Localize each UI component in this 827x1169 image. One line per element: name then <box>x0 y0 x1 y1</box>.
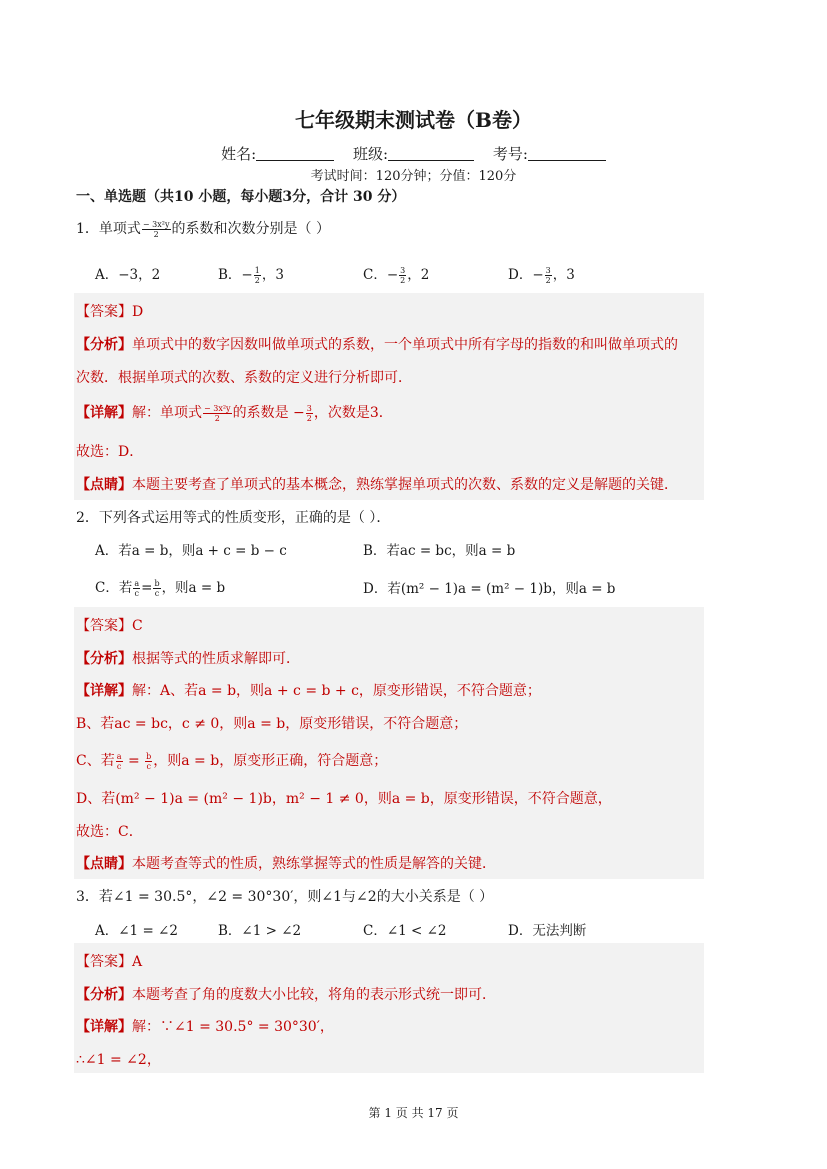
q1-opt-b-den: 2 <box>254 276 260 285</box>
q2-opt-c-num-2: b <box>154 579 160 588</box>
q1-comment <box>76 474 678 494</box>
q3-option-b: B．∠1 > ∠2 <box>218 923 302 939</box>
q3-detail-line-1 <box>76 1016 334 1036</box>
q1-opt-b-frac <box>254 266 261 285</box>
q2-detail-line-3 <box>76 750 387 771</box>
q2-opt-c-pre: C．若 <box>95 580 133 596</box>
q2-detail-3-eq: = <box>123 753 145 769</box>
q2-comment-text: 本题考查等式的性质，熟练掌握等式的性质是解答的关键． <box>132 856 496 872</box>
q2-detail-3-num-1: a <box>116 751 122 761</box>
q3-analysis-label: 【分析】 <box>76 987 132 1003</box>
q1-detail-pre: 解：单项式 <box>132 405 202 421</box>
q3-analysis <box>76 984 496 1004</box>
q1-option-c <box>363 263 429 285</box>
q1-detail <box>76 402 393 423</box>
q2-opt-c-post: ，则a = b <box>161 580 226 596</box>
q1-opt-d-num: 3 <box>545 266 551 275</box>
q1-option-a: A．−3，2 <box>95 267 161 283</box>
q2-option-d: D．若(m² − 1)a = (m² − 1)b，则a = b <box>363 581 616 597</box>
exam-no-label: 考号: <box>492 145 528 163</box>
question-2-stem: 2．下列各式运用等式的性质变形，正确的是（ ）． <box>76 510 391 526</box>
q1-detail-frac <box>203 404 232 423</box>
q1-opt-d-frac <box>545 266 552 285</box>
q2-analysis-text: 根据等式的性质求解即可． <box>132 651 300 667</box>
q2-answer: 【答案】C <box>76 618 143 634</box>
q1-detail-den-2: 2 <box>306 413 312 423</box>
q2-detail-line-1 <box>76 680 541 700</box>
q1-opt-c-post: ，2 <box>407 267 430 283</box>
q2-detail-line-2: B、若ac = bc，c ≠ 0，则a = b，原变形错误，不符合题意； <box>76 716 468 732</box>
q3-option-a: A．∠1 = ∠2 <box>95 923 178 939</box>
q2-choose: 故选：C． <box>76 824 143 840</box>
q3-detail-text-1: 解：∵∠1 = 30.5° = 30°30′， <box>132 1019 334 1035</box>
q1-detail-label: 【详解】 <box>76 405 132 421</box>
q1-opt-b-num: 1 <box>254 266 260 275</box>
q2-opt-c-frac-1 <box>133 579 140 598</box>
q1-opt-c-frac <box>399 266 406 285</box>
q1-opt-c-num: 3 <box>400 266 406 275</box>
q1-frac-num: − 3x²y <box>142 219 170 229</box>
q2-detail-3-den-1: c <box>116 761 122 771</box>
q2-opt-c-eq: = <box>141 580 153 596</box>
q3-option-d: D．无法判断 <box>508 923 587 939</box>
q1-opt-c-pre: C．− <box>363 267 399 283</box>
q2-detail-3-frac-2 <box>145 752 152 771</box>
q2-comment-label: 【点睛】 <box>76 856 132 872</box>
q3-option-c: C．∠1 < ∠2 <box>363 923 447 939</box>
q1-suffix: 的系数和次数分别是（ ） <box>171 221 330 237</box>
q2-detail-text-1: 解：A、若a = b，则a + c = b + c，原变形错误，不符合题意； <box>132 683 541 699</box>
q1-choose: 故选：D． <box>76 444 144 460</box>
q1-opt-b-post: ，3 <box>261 267 284 283</box>
q2-option-a: A．若a = b，则a + c = b − c <box>95 543 287 559</box>
q1-detail-frac-2 <box>306 404 313 423</box>
q2-option-b: B．若ac = bc，则a = b <box>363 543 516 559</box>
q2-opt-c-num-1: a <box>134 579 140 588</box>
question-1-stem <box>76 218 330 239</box>
q1-comment-text: 本题主要考查了单项式的基本概念，熟练掌握单项式的次数、系数的定义是解题的关键． <box>132 477 678 493</box>
q3-detail-label: 【详解】 <box>76 1019 132 1035</box>
q2-opt-c-frac-2 <box>153 579 160 598</box>
q1-option-b <box>218 263 284 285</box>
section-heading: 一、单选题（共10 小题，每小题3分，合计 30 分） <box>76 189 406 205</box>
q2-opt-c-den-1: c <box>134 589 139 598</box>
q3-answer: 【答案】A <box>76 954 143 970</box>
q2-opt-c-den-2: c <box>154 589 160 598</box>
q1-analysis-label: 【分析】 <box>76 337 132 353</box>
q2-analysis <box>76 648 300 668</box>
name-label: 姓名: <box>221 145 257 163</box>
q1-opt-c-den: 2 <box>400 276 406 285</box>
q2-detail-3-num-2: b <box>146 751 152 761</box>
q1-opt-d-den: 2 <box>545 276 551 285</box>
q1-frac-den: 2 <box>153 229 159 239</box>
q3-solution-panel <box>74 943 704 1073</box>
name-blank[interactable] <box>256 146 334 161</box>
q1-answer: 【答案】D <box>76 304 144 320</box>
q1-analysis-text-1: 单项式中的数字因数叫做单项式的系数，一个单项式中所有字母的指数的和叫做单项式的 <box>132 337 678 353</box>
q2-detail-label: 【详解】 <box>76 683 132 699</box>
exam-title: 七年级期末测试卷（B卷） <box>295 108 532 132</box>
question-3-stem: 3．若∠1 = 30.5°，∠2 = 30°30′，则∠1与∠2的大小关系是（ ） <box>76 889 494 905</box>
class-label: 班级: <box>352 145 389 163</box>
q2-detail-3-den-2: c <box>146 761 151 771</box>
q1-solution-panel <box>74 293 704 500</box>
student-info-line <box>0 143 827 164</box>
q2-detail-3-post: ，则a = b，原变形正确，符合题意； <box>153 753 388 769</box>
class-blank[interactable] <box>388 146 474 161</box>
q1-analysis-line-1 <box>76 334 678 354</box>
q1-detail-num: − 3x²y <box>204 403 231 413</box>
q1-analysis-line-2: 次数．根据单项式的次数、系数的定义进行分析即可． <box>76 370 412 386</box>
exam-no-blank[interactable] <box>528 146 606 161</box>
q2-option-c <box>95 576 225 598</box>
q3-detail-line-2: ∴∠1 = ∠2， <box>76 1052 161 1068</box>
q2-detail-3-pre: C、若 <box>76 753 115 769</box>
q1-opt-d-pre: D．− <box>508 267 544 283</box>
q2-detail-line-4: D、若(m² − 1)a = (m² − 1)b，m² − 1 ≠ 0，则a = b，原变形错误，不符合题意， <box>76 791 612 807</box>
page-number: 第 1 页 共 17 页 <box>368 1106 459 1120</box>
q1-comment-label: 【点睛】 <box>76 477 132 493</box>
q1-detail-post: ，次数是3． <box>313 405 393 421</box>
q1-prefix: 1．单项式 <box>76 221 141 237</box>
q2-comment <box>76 853 496 873</box>
q1-detail-num-2: 3 <box>306 403 312 413</box>
q2-detail-3-frac-1 <box>116 752 123 771</box>
q2-analysis-label: 【分析】 <box>76 651 132 667</box>
q1-opt-b-pre: B．− <box>218 267 253 283</box>
exam-time-info: 考试时间：120分钟；分值：120分 <box>310 169 517 184</box>
q1-opt-d-post: ，3 <box>552 267 575 283</box>
q1-option-d <box>508 263 575 285</box>
q1-fraction <box>142 220 171 239</box>
q3-analysis-text: 本题考查了角的度数大小比较，将角的表示形式统一即可． <box>132 987 496 1003</box>
q1-detail-mid: 的系数是 − <box>232 405 305 421</box>
q1-detail-den: 2 <box>214 413 220 423</box>
